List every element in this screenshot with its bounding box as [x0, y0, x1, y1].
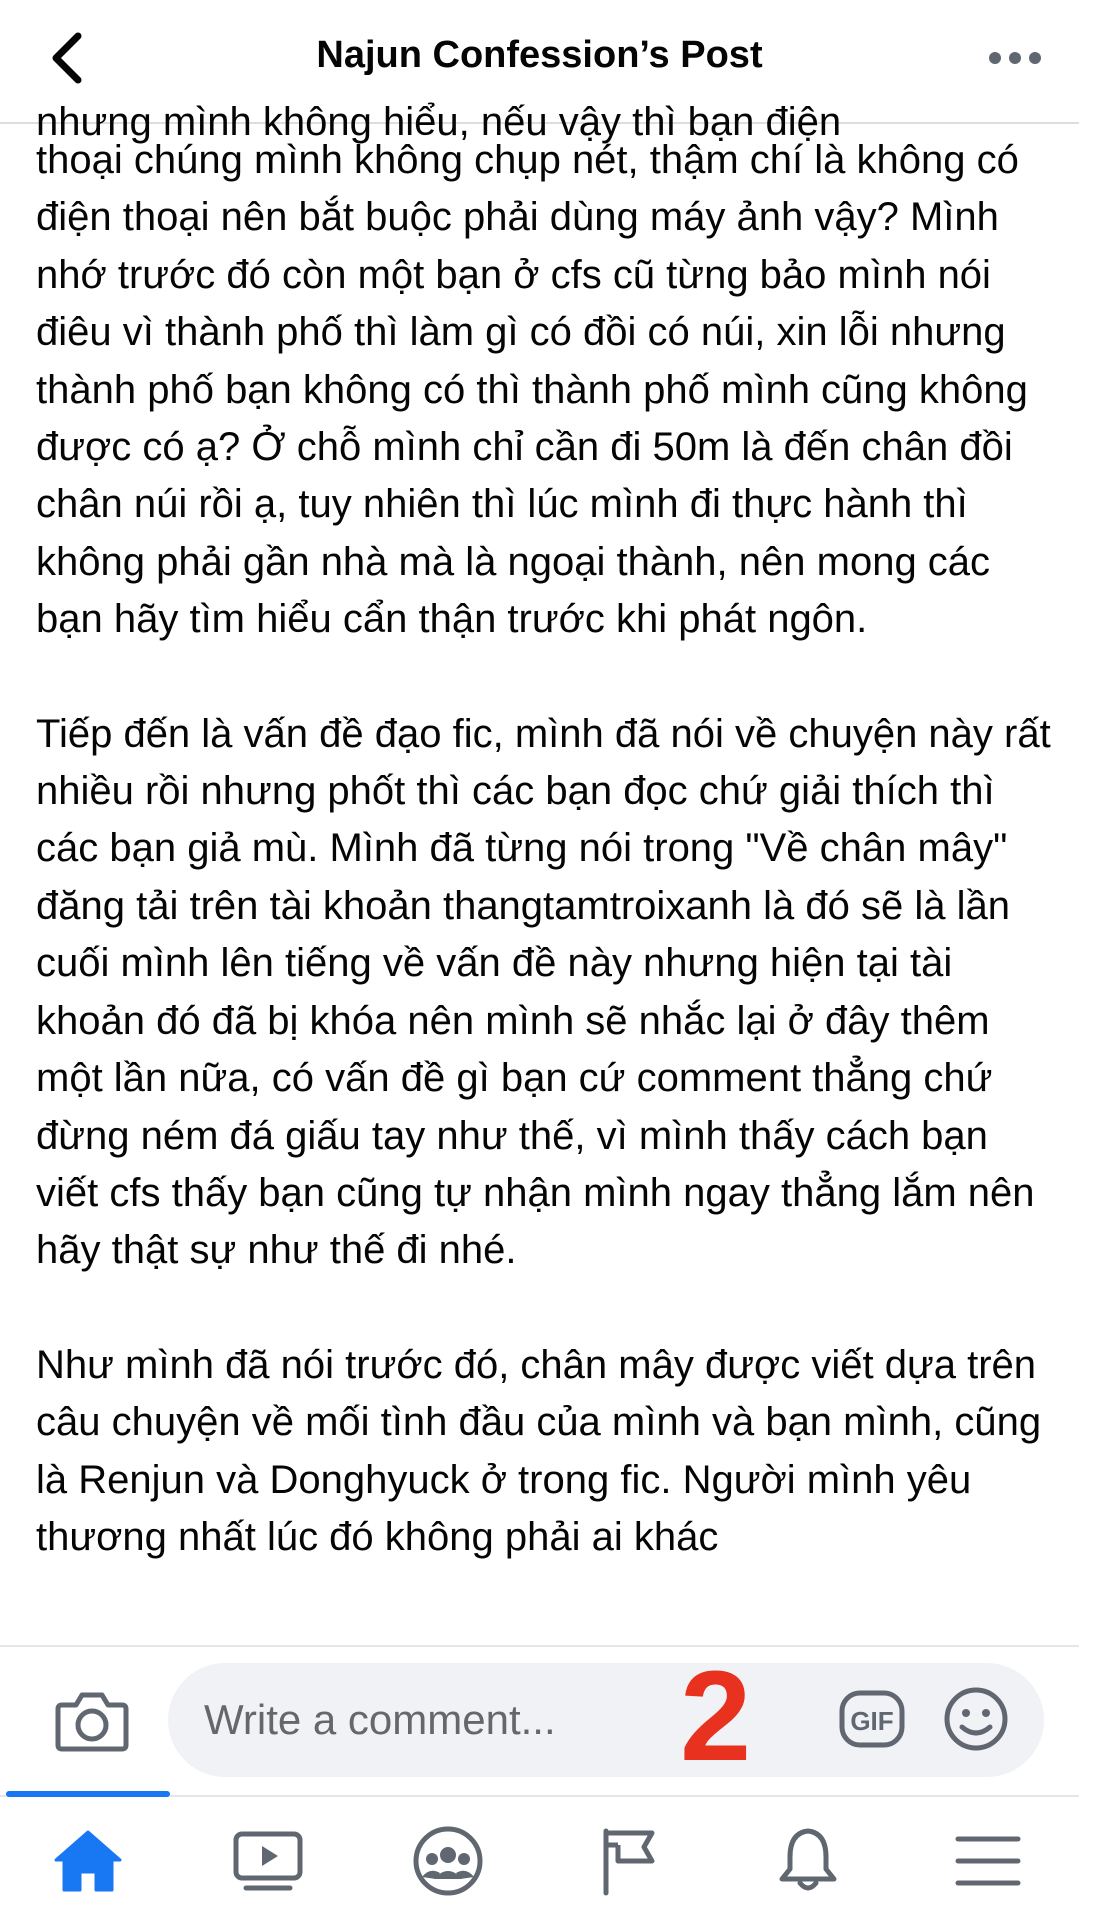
gif-label: GIF: [850, 1706, 894, 1736]
tab-groups[interactable]: [403, 1821, 493, 1901]
more-horizontal-icon: [985, 40, 1045, 76]
camera-icon: [54, 1685, 130, 1755]
flag-icon: [592, 1825, 664, 1897]
clipped-text-line: nhưng mình không hiểu, nếu vậy thì bạn điện: [36, 100, 842, 144]
gif-icon: [838, 1687, 906, 1751]
bottom-tab-bar: [0, 1795, 1079, 1920]
comment-input[interactable]: [168, 1663, 1044, 1777]
post-paragraph: Như mình đã nói trước đó, chân mây được viết dựa trên câu chuyện về mối tình đầu của mình và bạn mình, cũng là Renjun và Donghyuck ở trong fic. Người mình yêu thương nhất lúc đó không phải ai khác: [36, 1342, 1042, 1559]
tab-pages[interactable]: [583, 1821, 673, 1901]
more-options-button[interactable]: [985, 40, 1045, 76]
post-body: [36, 100, 1054, 1623]
tab-menu[interactable]: [943, 1821, 1033, 1901]
post-content: [0, 100, 1079, 1645]
camera-button[interactable]: [54, 1685, 130, 1755]
emoji-button[interactable]: [942, 1685, 1010, 1753]
groups-icon: [412, 1825, 484, 1897]
page-title: Najun Confession’s Post: [316, 34, 763, 76]
smiley-icon: [942, 1685, 1010, 1753]
overlay-number: 2: [680, 1645, 752, 1788]
tab-notifications[interactable]: [763, 1821, 853, 1901]
comment-bar: [0, 1645, 1079, 1795]
home-icon: [52, 1828, 124, 1894]
gif-button[interactable]: [838, 1687, 906, 1751]
menu-icon: [952, 1831, 1024, 1891]
bell-icon: [772, 1825, 844, 1897]
post-paragraph: Tiếp đến là vấn đề đạo fic, mình đã nói về chuyện này rất nhiều rồi nhưng phốt thì các bạn đọc chứ giải thích thì các bạn giả mù. Mình đã từng nói trong "Về chân mây" đăng tải trên tài khoản thangtamtroixanh là đó sẽ là lần cuối mình lên tiếng về vấn đề này nhưng hiện tại tài khoản đó đã bị khóa nên mình sẽ nhắc lại ở đây thêm một lần nữa, có vấn đề gì bạn cứ comment thẳng chứ đừng ném đá giấu tay như thế, vì mình thấy cách bạn viết cfs thấy bạn cũng tự nhận mình ngay thẳng lắm nên hãy thật sự như thế đi nhé.: [36, 711, 1051, 1273]
tab-watch[interactable]: [223, 1821, 313, 1901]
post-paragraph: thoại chúng mình không chụp nét, thậm chí là không có điện thoại nên bắt buộc phải dùng máy ảnh vậy? Mình nhớ trước đó còn một bạn ở cfs cũ từng bảo mình nói điêu vì thành phố thì làm gì có đồi có núi, xin lỗi nhưng thành phố bạn không có thì thành phố mình cũng không được có ạ? Ở chỗ mình chỉ cần đi 50m là đến chân đồi chân núi rồi ạ, tuy nhiên thì lúc mình đi thực hành thì không phải gần nhà mà là ngoại thành, nên mong các bạn hãy tìm hiểu cẩn thận trước khi phát ngôn.: [36, 138, 1028, 642]
video-icon: [232, 1828, 304, 1894]
tab-home[interactable]: [43, 1821, 133, 1901]
active-tab-indicator: [6, 1791, 170, 1797]
